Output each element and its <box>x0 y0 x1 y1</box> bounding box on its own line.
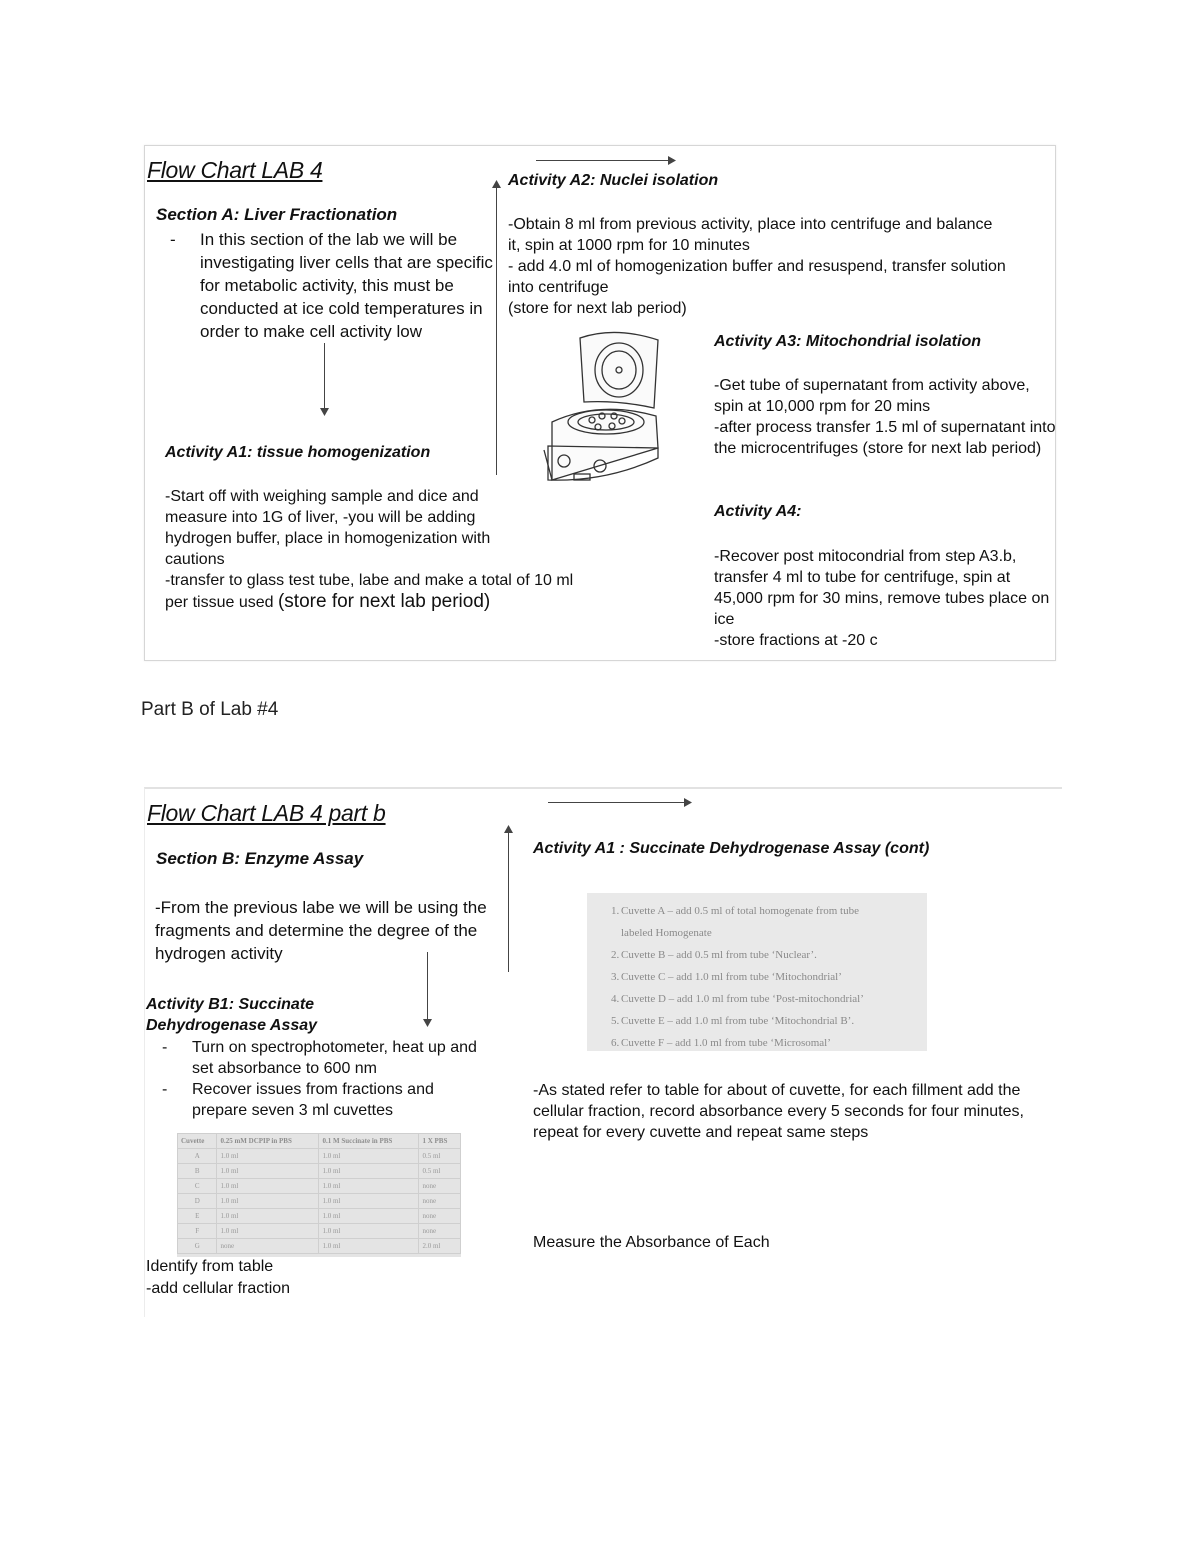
flowchart-b-title: Flow Chart LAB 4 part b <box>147 800 386 826</box>
table-cell: 1.0 ml <box>217 1149 319 1164</box>
list-item <box>587 1032 927 1051</box>
list-item-text: Cuvette D – add 1.0 ml from tube ‘Post-mitochondrial’ <box>621 993 864 1005</box>
arrow-head-right-icon <box>668 156 676 165</box>
activity-a3-text: -Get tube of supernatant from activity above, spin at 10,000 rpm for 20 mins -after process transfer 1.5 ml of supernatant into the microcentrifuges (store for next lab period) <box>714 377 1056 457</box>
section-a-title: Section A: Liver Fractionation <box>156 205 398 224</box>
list-item-number: 3. <box>611 971 620 983</box>
table-cell: A <box>178 1149 217 1164</box>
identify-text-1: Identify from table <box>146 1258 274 1275</box>
arrow-right-a <box>536 160 670 161</box>
arrow-up-a <box>496 187 497 475</box>
arrow-right-b <box>548 802 686 803</box>
cuvette-instructions: -As stated refer to table for about of cuvette, for each fillment add the cellular fraction, record absorbance every 5 seconds for four minutes, repeat for every cuvette and repeat same steps <box>533 1082 1024 1141</box>
table-cell: 0.5 ml <box>419 1164 461 1179</box>
list-item-number: 4. <box>611 993 620 1005</box>
table-cell: none <box>419 1179 461 1194</box>
identify-text-2: -add cellular fraction <box>146 1280 291 1297</box>
cuvette-list-image <box>587 893 927 1051</box>
table-cell: F <box>178 1224 217 1239</box>
list-item <box>587 900 927 922</box>
activity-b1-title: Activity B1: Succinate Dehydrogenase Assay <box>146 996 318 1034</box>
activity-a1-text-1: -Start off with weighing sample and dice and measure into 1G of liver, -you will be adding hydrogen buffer, place in homogenization with cautions <box>165 488 491 568</box>
table-cell: E <box>178 1209 217 1224</box>
activity-a4-text: -Recover post mitocondrial from step A3.b, transfer 4 ml to tube for centrifuge, spin at 45,000 rpm for 30 mins, remove tubes place on ice -store fractions at -20 c <box>714 548 1050 649</box>
table-cell: G <box>178 1239 217 1254</box>
table-cell: 1.0 ml <box>319 1164 419 1179</box>
list-item <box>587 944 927 966</box>
table-cell: B <box>178 1164 217 1179</box>
list-item-text: Cuvette A – add 0.5 ml of total homogenate from tube <box>621 905 859 917</box>
list-item <box>587 1010 927 1032</box>
measure-text: Measure the Absorbance of Each <box>533 1234 770 1251</box>
table-row <box>178 1179 461 1194</box>
list-item-number: 2. <box>611 949 620 961</box>
list-item <box>587 922 927 944</box>
table-cell: 0.5 ml <box>419 1149 461 1164</box>
list-item-text: Cuvette F – add 1.0 ml from tube ‘Microsomal’ <box>621 1037 831 1049</box>
table-header: 1 X PBS <box>419 1134 461 1149</box>
arrow-down-a <box>324 343 325 413</box>
table-cell: none <box>419 1224 461 1239</box>
table-cell: 1.0 ml <box>319 1209 419 1224</box>
section-a-bullets <box>154 228 494 343</box>
reagent-table <box>177 1133 461 1257</box>
table-cell: 1.0 ml <box>217 1164 319 1179</box>
activity-a3-title: Activity A3: Mitochondrial isolation <box>714 333 981 350</box>
arrow-head-down-icon <box>320 408 329 416</box>
arrow-up-b <box>508 832 509 972</box>
arrow-head-right-icon <box>684 798 692 807</box>
activity-a1-text-2: -transfer to glass test tube, labe and make a total of 10 ml per tissue used (store for next lab period) <box>165 572 574 612</box>
table-row <box>178 1164 461 1179</box>
b1-bullet-1: - Turn on spectrophotometer, heat up and set absorbance to 600 nm <box>162 1039 477 1077</box>
list-item-text: Cuvette E – add 1.0 ml from tube ‘Mitochondrial B’. <box>621 1015 855 1027</box>
part-b-label: Part B of Lab #4 <box>141 699 279 720</box>
table-cell: 1.0 ml <box>319 1149 419 1164</box>
table-cell: 1.0 ml <box>217 1209 319 1224</box>
table-header: 0.1 M Succinate in PBS <box>319 1134 419 1149</box>
flowchart-a-title: Flow Chart LAB 4 <box>147 157 323 183</box>
table-cell: 1.0 ml <box>319 1224 419 1239</box>
activity-a4-title: Activity A4: <box>714 503 802 520</box>
b1-bullet-2: - Recover issues from fractions and prepare seven 3 ml cuvettes <box>162 1081 434 1119</box>
table-header: Cuvette <box>178 1134 217 1149</box>
table-cell: 1.0 ml <box>319 1239 419 1254</box>
table-cell: none <box>419 1209 461 1224</box>
table-row <box>178 1239 461 1254</box>
activity-a2-title: Activity A2: Nuclei isolation <box>508 172 719 189</box>
table-cell: 1.0 ml <box>217 1194 319 1209</box>
table-row <box>178 1224 461 1239</box>
table-cell: D <box>178 1194 217 1209</box>
list-item-text: Cuvette C – add 1.0 ml from tube ‘Mitochondrial’ <box>621 971 842 983</box>
centrifuge-icon <box>540 330 665 490</box>
table-cell: 2.0 ml <box>419 1239 461 1254</box>
list-item-number: 5. <box>611 1015 620 1027</box>
activity-a2-text: -Obtain 8 ml from previous activity, place into centrifuge and balance it, spin at 1000 rpm for 10 minutes - add 4.0 ml of homogenization buffer and resuspend, transfer solution into centrifuge (store for next lab period) <box>508 216 1006 317</box>
table-cell: none <box>419 1194 461 1209</box>
list-item-number: 1. <box>611 905 620 917</box>
activity-a1-cont-title: Activity A1 : Succinate Dehydrogenase Assay (cont) <box>533 840 930 857</box>
table-row <box>178 1194 461 1209</box>
table-row <box>178 1149 461 1164</box>
table-header: 0.25 mM DCPIP in PBS <box>217 1134 319 1149</box>
table-row <box>178 1209 461 1224</box>
table-cell: 1.0 ml <box>319 1179 419 1194</box>
arrow-head-down-icon <box>423 1019 432 1027</box>
table-header-row <box>178 1134 461 1149</box>
arrow-head-up-icon <box>504 825 513 833</box>
list-item-text: labeled Homogenate <box>621 927 712 939</box>
list-item <box>587 988 927 1010</box>
table-cell: C <box>178 1179 217 1194</box>
table-cell: 1.0 ml <box>217 1179 319 1194</box>
section-b-title: Section B: Enzyme Assay <box>156 849 364 868</box>
section-a-bullet: - In this section of the lab we will be investigating liver cells that are specific for metabolic activity, this must be conducted at ice cold temperatures in order to make cell activity low <box>170 230 493 341</box>
activity-a1-title: Activity A1: tissue homogenization <box>165 444 431 461</box>
activity-b1-bullets <box>146 1037 486 1121</box>
table-cell: 1.0 ml <box>319 1194 419 1209</box>
list-item-text: Cuvette B – add 0.5 ml from tube ‘Nuclear’. <box>621 949 817 961</box>
section-b-text: -From the previous labe we will be using the fragments and determine the degree of the hydrogen activity <box>155 898 487 963</box>
arrow-down-b <box>427 952 428 1020</box>
table-cell: 1.0 ml <box>217 1224 319 1239</box>
table-cell: none <box>217 1239 319 1254</box>
list-item <box>587 966 927 988</box>
list-item-number: 6. <box>611 1037 620 1049</box>
arrow-head-up-icon <box>492 180 501 188</box>
